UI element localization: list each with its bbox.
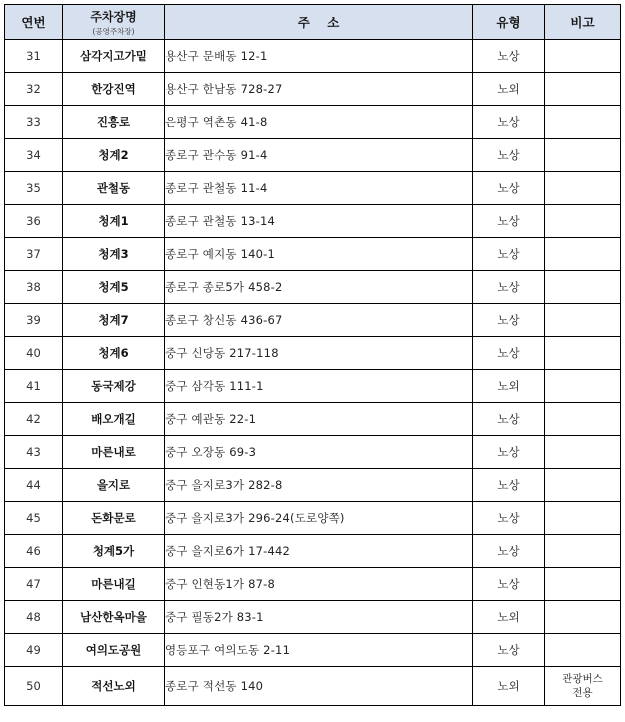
cell-type: 노상 (473, 172, 545, 205)
cell-address: 영등포구 여의도동 2-11 (165, 634, 473, 667)
cell-no: 49 (5, 634, 63, 667)
table-row (5, 304, 621, 337)
cell-name: 적선노외 (63, 667, 165, 706)
cell-address: 중구 인현동1가 87-8 (165, 568, 473, 601)
cell-note (545, 370, 621, 403)
cell-type: 노상 (473, 238, 545, 271)
cell-name: 관철동 (63, 172, 165, 205)
cell-type: 노외 (473, 370, 545, 403)
cell-name: 청계1 (63, 205, 165, 238)
cell-name: 한강진역 (63, 73, 165, 106)
cell-address: 중구 을지로6가 17-442 (165, 535, 473, 568)
header-name (63, 5, 165, 40)
cell-name: 청계5가 (63, 535, 165, 568)
cell-note (545, 139, 621, 172)
cell-note (545, 271, 621, 304)
cell-address: 중구 을지로3가 282-8 (165, 469, 473, 502)
cell-name: 삼각지고가밑 (63, 40, 165, 73)
cell-note (545, 73, 621, 106)
cell-type: 노상 (473, 205, 545, 238)
cell-note (545, 337, 621, 370)
cell-name: 청계5 (63, 271, 165, 304)
cell-name: 돈화문로 (63, 502, 165, 535)
cell-type: 노상 (473, 634, 545, 667)
cell-name: 을지로 (63, 469, 165, 502)
cell-type: 노상 (473, 106, 545, 139)
cell-no: 35 (5, 172, 63, 205)
cell-name: 청계2 (63, 139, 165, 172)
table-row (5, 73, 621, 106)
parking-table (4, 4, 621, 706)
cell-no: 47 (5, 568, 63, 601)
cell-note (545, 40, 621, 73)
cell-address: 종로구 예지동 140-1 (165, 238, 473, 271)
header-no: 연번 (5, 5, 63, 40)
cell-type: 노상 (473, 502, 545, 535)
cell-note (545, 568, 621, 601)
cell-address: 중구 신당동 217-118 (165, 337, 473, 370)
table-row (5, 502, 621, 535)
cell-address: 종로구 종로5가 458-2 (165, 271, 473, 304)
table-row (5, 667, 621, 706)
cell-name: 청계3 (63, 238, 165, 271)
table-row (5, 535, 621, 568)
cell-address: 종로구 창신동 436-67 (165, 304, 473, 337)
cell-type: 노상 (473, 40, 545, 73)
cell-address: 중구 필동2가 83-1 (165, 601, 473, 634)
cell-type: 노상 (473, 469, 545, 502)
table-row (5, 568, 621, 601)
table-row (5, 106, 621, 139)
table-row (5, 40, 621, 73)
cell-name: 마른내길 (63, 568, 165, 601)
cell-name: 여의도공원 (63, 634, 165, 667)
table-row (5, 436, 621, 469)
cell-type: 노상 (473, 271, 545, 304)
cell-type: 노상 (473, 535, 545, 568)
table-row (5, 469, 621, 502)
cell-note (545, 106, 621, 139)
cell-type: 노상 (473, 139, 545, 172)
cell-note (545, 403, 621, 436)
table-row (5, 238, 621, 271)
header-name-sub: (공영주차장) (92, 26, 135, 36)
cell-type: 노상 (473, 436, 545, 469)
cell-address: 중구 을지로3가 296-24(도로양쪽) (165, 502, 473, 535)
cell-name: 청계7 (63, 304, 165, 337)
cell-no: 38 (5, 271, 63, 304)
cell-note (545, 535, 621, 568)
cell-no: 39 (5, 304, 63, 337)
cell-note-line1: 관광버스 (562, 673, 603, 685)
cell-note (545, 667, 621, 706)
cell-no: 32 (5, 73, 63, 106)
cell-name: 청계6 (63, 337, 165, 370)
cell-address: 은평구 역촌동 41-8 (165, 106, 473, 139)
cell-no: 43 (5, 436, 63, 469)
cell-address: 중구 오장동 69-3 (165, 436, 473, 469)
header-address: 주 소 (165, 5, 473, 40)
cell-note (545, 601, 621, 634)
cell-no: 48 (5, 601, 63, 634)
header-note: 비고 (545, 5, 621, 40)
table-row (5, 172, 621, 205)
cell-address: 종로구 관철동 11-4 (165, 172, 473, 205)
cell-note (545, 436, 621, 469)
table-row (5, 271, 621, 304)
cell-no: 37 (5, 238, 63, 271)
cell-note (545, 469, 621, 502)
cell-note-line2: 전용 (572, 687, 593, 699)
cell-type: 노상 (473, 337, 545, 370)
cell-name: 배오개길 (63, 403, 165, 436)
cell-name: 마른내로 (63, 436, 165, 469)
table-row (5, 634, 621, 667)
cell-address: 종로구 관수동 91-4 (165, 139, 473, 172)
cell-address: 종로구 관철동 13-14 (165, 205, 473, 238)
cell-address: 용산구 문배동 12-1 (165, 40, 473, 73)
table-row (5, 139, 621, 172)
cell-no: 42 (5, 403, 63, 436)
cell-type: 노외 (473, 73, 545, 106)
cell-address: 용산구 한남동 728-27 (165, 73, 473, 106)
cell-name: 남산한옥마을 (63, 601, 165, 634)
cell-type: 노외 (473, 667, 545, 706)
cell-note (545, 172, 621, 205)
cell-type: 노상 (473, 568, 545, 601)
cell-no: 41 (5, 370, 63, 403)
cell-note (545, 634, 621, 667)
cell-no: 44 (5, 469, 63, 502)
table-row (5, 370, 621, 403)
cell-type: 노상 (473, 403, 545, 436)
table-row (5, 601, 621, 634)
cell-no: 40 (5, 337, 63, 370)
cell-name: 진흥로 (63, 106, 165, 139)
cell-note (545, 502, 621, 535)
cell-address: 종로구 적선동 140 (165, 667, 473, 706)
cell-note (545, 304, 621, 337)
cell-no: 46 (5, 535, 63, 568)
cell-type: 노상 (473, 304, 545, 337)
table-row (5, 337, 621, 370)
cell-no: 50 (5, 667, 63, 706)
cell-no: 34 (5, 139, 63, 172)
header-type: 유형 (473, 5, 545, 40)
cell-address: 중구 예관동 22-1 (165, 403, 473, 436)
cell-no: 36 (5, 205, 63, 238)
cell-note (545, 205, 621, 238)
cell-note (545, 238, 621, 271)
cell-no: 45 (5, 502, 63, 535)
cell-no: 33 (5, 106, 63, 139)
cell-name: 동국제강 (63, 370, 165, 403)
cell-address: 중구 삼각동 111-1 (165, 370, 473, 403)
table-row (5, 403, 621, 436)
cell-type: 노외 (473, 601, 545, 634)
table-row (5, 205, 621, 238)
header-name-main: 주차장명 (90, 9, 137, 24)
header-row (5, 5, 621, 40)
cell-no: 31 (5, 40, 63, 73)
